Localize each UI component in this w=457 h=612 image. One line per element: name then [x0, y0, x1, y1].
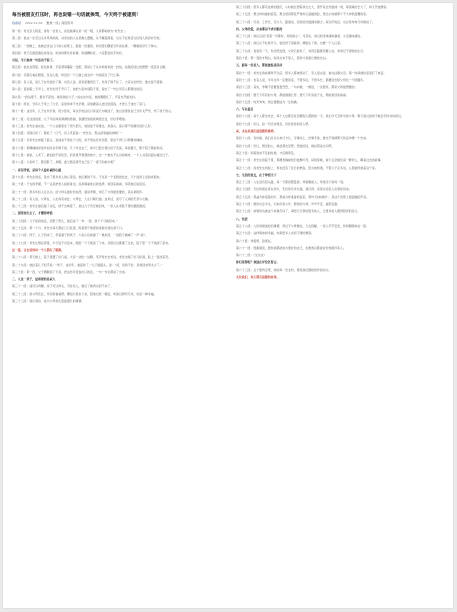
paragraph: 第三十七段：他们总说“家里一切都好，你别担心”，可其实，他们的身体越来越差，头发越来越白。: [236, 34, 364, 39]
paragraph: 第三十一段：钱可以再赚，房子可以再买，可有些人，错过了就再也回不来了。: [12, 284, 114, 289]
paragraph: 第三十九段：直到有一天，你突然发现，父母已经老了，老得走路都需要人扶，老得记不清你的生日。: [236, 48, 367, 53]
right-body: [236, 5, 448, 279]
paragraph: 第五十四段：无论你现在身在何方，无论你有多忙碌，请记得，家里永远有人在等你回来。: [236, 187, 352, 192]
paragraph: 第四十三段：其实，孝顺不需要轰轰烈烈，一句问候，一顿饭，一次陪伴，都是父母最想要的。: [236, 85, 358, 90]
paragraph: 第四十六段：每个人都会老去，每个人也都会有需要别人照顾的一天。我们今天怎样对待父母，明天我们的孩子就会怎样对待我们。: [236, 114, 404, 119]
paragraph: 第三十段：那一夜，父子俩聊到了天亮，把这些年没说出口的话，一句一句全都说了出来。: [12, 269, 128, 274]
paragraph: 第九段：“我这辈子，最对不起的，就是我的儿子。”说完这句话，他的眼眶红了，声音也开始发抖。: [12, 94, 138, 99]
paragraph: 第三十八段：他们从不轻易开口，怕给孩子添麻烦，哪怕生了病，也要一个人扛着。: [236, 41, 343, 46]
paragraph: 第二十六段：终于，儿子回来了，带着妻子和孩子，大包小包地提了一堆东西，一进院子就喊了一声“爸”。: [12, 233, 148, 238]
paragraph: 第十一段：这些年，儿子在外打拼，很少回家，每次打电话也只是说几句就挂了，他总觉得是自己当年太严厉，伤了孩子的心。: [12, 109, 174, 114]
article-meta: [12, 21, 224, 25]
paragraph: 第三十四段：很多人都有这样的经历，小时候总想着快点长大，离开家去外面闯一闯，等到真的长大了，却又开始想家。: [236, 5, 390, 9]
paragraph: 第五十五段：那盏为你留着的灯，那桌为你准备的饭菜，那句“回来就好”，是这个世界上最温暖的声音。: [236, 194, 370, 199]
paragraph: 第五十段：别等到来不及的时候，才后悔莫及。: [236, 150, 297, 155]
paragraph: 第五段：他坐在那里，脸色铁青，手里紧紧攥着一张纸，那是儿子从外地寄来的一封信，信里的话让他整整一夜没有合眼。: [12, 65, 169, 70]
account-name[interactable]: 钱看财: [12, 21, 22, 25]
paragraph: 第二十一段：很多年轻人总以为，给父母买最好的东西，就是孝顺，却忘了父母最需要的，其实是陪伴。: [12, 189, 145, 194]
paragraph: 第六段：邻居们看在眼里，急在心里，却没有一个人敢上前去问一句到底出了什么事。: [12, 72, 122, 77]
paragraph: 第五十六段：愿你出走半生，归来仍是少年；愿你的父母，岁岁平安，福寿安康。: [236, 202, 341, 207]
paragraph: 第七段：有人说，是儿子在外面出了事；也有人说，是家里要拆迁了，老房子保不住了。大家议论纷纷，谁也说不清楚。: [12, 80, 166, 85]
heading-paragraph: 一、老有所依，是每个人最朴素的心愿: [12, 167, 62, 172]
paragraph: 第十九段：老先生的话，说出了很多老人的心里话。他们要的不多，不过是一个安稳的住处，几个说得上话的老朋友。: [12, 174, 163, 179]
paragraph: 第十二段：可这封信里，儿子写的却是满满的感谢，说要把他接到城里去住，好好孝敬他。: [12, 116, 128, 121]
paragraph: 第六十二段：（全文完）: [236, 253, 267, 258]
paragraph: 第四十五段：时光匆匆，别让遗憾成为一生的痛。: [236, 99, 300, 104]
paragraph: 第十七段：他说，人老了，最怕的不是吃苦，而是离开熟悉的地方，去一个谁也不认识的城市，一个人对着四面白墙过日子。: [12, 153, 171, 158]
paragraph: 第二十四段：儿子接到电话，沉默了很久，最后说了一句：“爸，我下个月就回来。”: [12, 218, 118, 223]
paragraph: 第四十九段：所以，想见的人，就赶紧去见吧；想说的话，就赶紧说出口吧。: [236, 143, 335, 148]
heading-paragraph: 八、结语: [236, 216, 248, 221]
paragraph: 第十三段：老先生看完信，一个人在屋里坐了很久很久，他说他不是难过，是高兴，高兴得不知道该说什么好。: [12, 123, 154, 128]
paragraph: 第四十段：那一刻你才明白，时间从来不等人，陪伴才是最长情的告白。: [236, 56, 329, 61]
paragraph: 第二段：他这一生见过太多风风雨雨，对身边的人总是推心置腹，从不藏着掖着，也从不在背后议论别人的是非长短。: [12, 36, 163, 41]
paragraph: 第十段：原来，当年儿子考上了大学，家里却拿不出学费，是他硬着头皮四处借钱，才把儿子送出了家门。: [12, 101, 148, 106]
paragraph: 第四十八段：有时候，我们总以为来日方长，可事实上，世事无常，谁也不知道明天和意外哪一个先来。: [236, 136, 369, 141]
heading-paragraph: 五、愿每一位老人，都能被温柔以待: [236, 63, 283, 68]
paragraph: 第五十七段：如果你也被这个故事打动了，请把它分享给更多的人，让更多的人懂得陪伴的意义。: [236, 209, 361, 214]
paragraph: 第二十段：子女的孝顺，不一定是把老人接到身边，而是尊重他们的选择，常回家看看，多陪他们说说话。: [12, 182, 148, 187]
heading-paragraph: 六、写在最后: [236, 107, 254, 112]
heading-paragraph: 你们觉得呢？欢迎在评论区留言。: [236, 260, 280, 265]
paragraph: 第五十八段：人世间最美好的事情，莫过于父母健在，儿女绕膝，一家人平平安安、和和睦睦地在一起。: [236, 223, 369, 228]
paragraph: 第二十三段：老先生最后做了决定，他不去城里了，他让儿子有空就回来，一家人在老院子里吃顿团圆饭。: [12, 204, 148, 209]
paragraph: 第四十四段：愿天下所有的父母，都能健康长寿；愿天下所有的子女，都能常回家看看。: [236, 92, 349, 97]
paragraph: 第三十五段：想念妈妈做的饭菜，想念爸爸那张严肃却又温暖的脸，想念小时候那个不大却很温馨的家。: [236, 12, 369, 17]
paragraph: 第五十九段：这样简单的幸福，却是很多人求而不得的奢望。: [236, 231, 315, 236]
heading-paragraph: 七、生活的意义，在于珍惜当下: [236, 172, 277, 177]
left-body: [12, 29, 224, 303]
heading-paragraph: 二、别等到失去了，才懂得珍惜: [12, 211, 53, 216]
heading-paragraph: 家，永远是我们最温暖的港湾。: [236, 129, 277, 134]
paragraph: 第十六段：那棵槐树是他年轻时亲手种下的，几十年过去了，如今已经长得比房子还高，每到夏天，整个院子都能乘凉。: [12, 145, 166, 150]
paragraph: 第一段：老北京大院里，常有一位老人，说话做事总是一板一眼，大家都称他为“老先生”。: [12, 29, 128, 33]
paragraph: 第十四段：邻居们听了，都松了一口气，有人笑着说：“老先生，您这是享福的命啊！”: [12, 131, 122, 136]
paragraph: 第六十一段：感谢阅读，愿你我都能成为更好的自己，也愿我们都能好好地陪伴家人。: [236, 245, 346, 250]
paragraph: 第二十八段：那天晚上，院子里摆了好几桌，大家一边吃一边聊，笑声传出去老远，老先生喝了好几杯酒，脸上一直挂着笑。: [12, 255, 171, 260]
paragraph: 第十五段：可老先生却摇了摇头，说他舍不得这个大院，舍不得这些老邻居，更舍不得门口那棵老槐树。: [12, 138, 145, 143]
publish-date: 2022-11-02: [24, 21, 43, 25]
right-column: [236, 5, 448, 282]
paragraph: 第六十段：珍惜吧，趁现在。: [236, 238, 274, 243]
paragraph: 第三十三段：别让等待，成为父母余生里最漫长的事情。: [12, 298, 85, 303]
heading-paragraph: 可是，今天他却一句话也不说了。: [12, 58, 56, 63]
article-title: 每当被朋友打压时，再也说错一句话就挨骂，今天终于被逮到！: [12, 13, 141, 18]
article-page: [3, 3, 453, 608]
paragraph: 第十八段：大家听了，都沉默了。是啊，谁又愿意离开自己住了一辈子的地方呢？: [12, 160, 117, 165]
paragraph: 第四十二段：也有人说，今年过年一定要回家，不管多远，不管多忙，都要回去陪父母过一个团圆年。: [236, 77, 367, 82]
paragraph: 第二十二段：有人说，父母在，人生尚有来处；父母去，人生只剩归途。这句话，说尽了人间的无奈与心酸。: [12, 196, 151, 201]
paragraph: 第五十一段：老先生的院子里，那棵老槐树依旧枝繁叶茂，每到傍晚，树下总会围坐着一群老人，聊着过去的故事。: [236, 158, 384, 163]
paragraph: 第三十六段：可是，工作忙、压力大、路途远，回家的次数越来越少，每次打电话，也总是匆匆几句就挂了。: [236, 19, 375, 24]
paragraph: 第五十二段：而老先生的脸上，再也没有了往日的愁容，因为他知道，不管儿子走多远，心里始终装着这个家。: [236, 165, 378, 170]
heading-paragraph: 这一幕，让在场的每一个人都红了眼眶。: [12, 247, 65, 252]
paragraph: 第五十三段：人生没有回头路，每一天都是限量版。珍惜眼前人，珍惜当下的每一刻。: [236, 180, 346, 185]
heading-paragraph: 四、父母的爱，从来都是不求回报的: [236, 26, 283, 31]
paragraph: 第八段：直到第二天早上，老先生终于开口了，他把大家叫到院子里，说出了一句让所有人都愣住的话。: [12, 87, 145, 92]
left-column: [12, 13, 224, 306]
paragraph: 第二十九段：他拉着儿子的手说：“孩子，这些年，委屈你了。”儿子摇摇头，说：“爸，是我不好，是我回来得太少了。”: [12, 262, 163, 267]
paragraph: 第六十三段：点个赞再走吧，你的每一次支持，都是我们继续创作的动力。: [236, 267, 332, 272]
paragraph: 第四十一段：老先生的故事传开以后，很多人都被感动了，有人留言说，看完这篇文章，第一时间就给家里打了电话。: [236, 70, 387, 75]
heading-paragraph: 关注我们，每天都有温暖的故事。: [236, 274, 280, 279]
author-line: 聚焦一线 | 深度思考: [46, 21, 74, 25]
paragraph: 第二十五段：那一个月，老先生每天都在门口张望，盼着那个熟悉的身影出现在巷子口。: [12, 226, 125, 231]
paragraph: 第四段：孩子们最爱围在他身边，听他讲那些老故事，讲到精彩处，大家都会拍手叫好。: [12, 50, 125, 55]
heading-paragraph: 三、人这一辈子，最重要的是家人: [12, 277, 56, 282]
paragraph: 第三段：一到晚上，他就会坐在门口的小板凳上，摇着一把蒲扇，和邻居们聊起当年的往事，一聊就是好几个钟头。: [12, 43, 160, 48]
paragraph: 第四十七段：所以，趁一切还来得及，好好爱你的家人吧。: [236, 121, 312, 126]
paragraph: 第二十七段：老先生愣在那里，半天说不出话来，眼泪一下子就流了下来。邻居们也都围了过来，院子里一下子热闹了起来。: [12, 240, 171, 245]
paragraph: 第三十二段：趁父母还在，多回家看看吧。哪怕只是坐下来，陪他们吃一顿饭，听他们唠叨几句，也是一种幸福。: [12, 291, 157, 296]
